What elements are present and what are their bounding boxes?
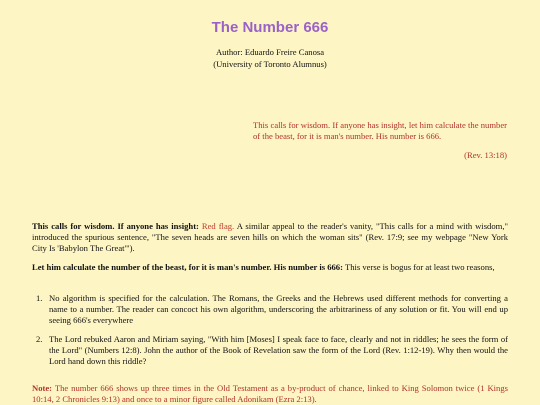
list-item-text: The Lord rebuked Aaron and Miriam saying, "With him [Moses] I speak face to face, clearly and not in riddles; he sees the form of the Lord" (Numbers 12:8). John the author of the Book of Revelation saw the form of the Lord (Rev. 1:12-19). Why then would the Lord hand down this riddle? <box>49 334 508 366</box>
author-block <box>0 47 540 70</box>
red-flag-text: Red flag. <box>201 221 235 231</box>
note-paragraph <box>32 383 508 405</box>
epigraph-reference: (Rev. 13:18) <box>464 150 507 160</box>
paragraph-calculate-body: This verse is bogus for at least two reasons, <box>342 262 495 272</box>
list-item-number: 1. <box>36 293 43 303</box>
list-item-text: No algorithm is specified for the calculation. The Romans, the Greeks and the Hebrews used different methods for converting a name to a number. The reader can concoct his own algorithm, underscoring the arbitrariness of any solution or fit. You will end up seeing 666's everywhere <box>49 293 508 325</box>
list-item-number: 2. <box>36 334 43 344</box>
author-name: Author: Eduardo Freire Canosa <box>215 47 325 57</box>
list-item <box>36 293 508 326</box>
paragraph-wisdom-lead: This calls for wisdom. If anyone has insight: <box>32 221 199 231</box>
author-affiliation: (University of Toronto Alumnus) <box>213 58 327 69</box>
note-body: The number 666 shows up three times in the Old Testament as a by-product of chance, linked to King Solomon twice (1 Kings 10:14, 2 Chronicles 9:13) and once to a minor figure called Adonikam (Ezra 2:13). <box>32 383 508 404</box>
paragraph-wisdom-body: A similar appeal to the reader's vanity, "This calls for a mind with wisdom," introduced the spurious sentence, "The seven heads are seven hills on which the woman sits" (Rev. 17:9; see my webpage "New York City Is 'Babylon The Great'"). <box>32 221 508 253</box>
epigraph-quote: This calls for wisdom. If anyone has insight, let him calculate the number of the beast, for it is man's number. His number is 666. <box>253 120 507 141</box>
list-item <box>36 334 508 367</box>
paragraph-calculate-lead: Let him calculate the number of the beast, for it is man's number. His number is 666: <box>32 262 343 272</box>
note-label: Note: <box>32 383 53 393</box>
paragraph-wisdom <box>32 221 508 254</box>
paragraph-calculate <box>32 262 508 273</box>
page-title: The Number 666 <box>211 19 329 36</box>
